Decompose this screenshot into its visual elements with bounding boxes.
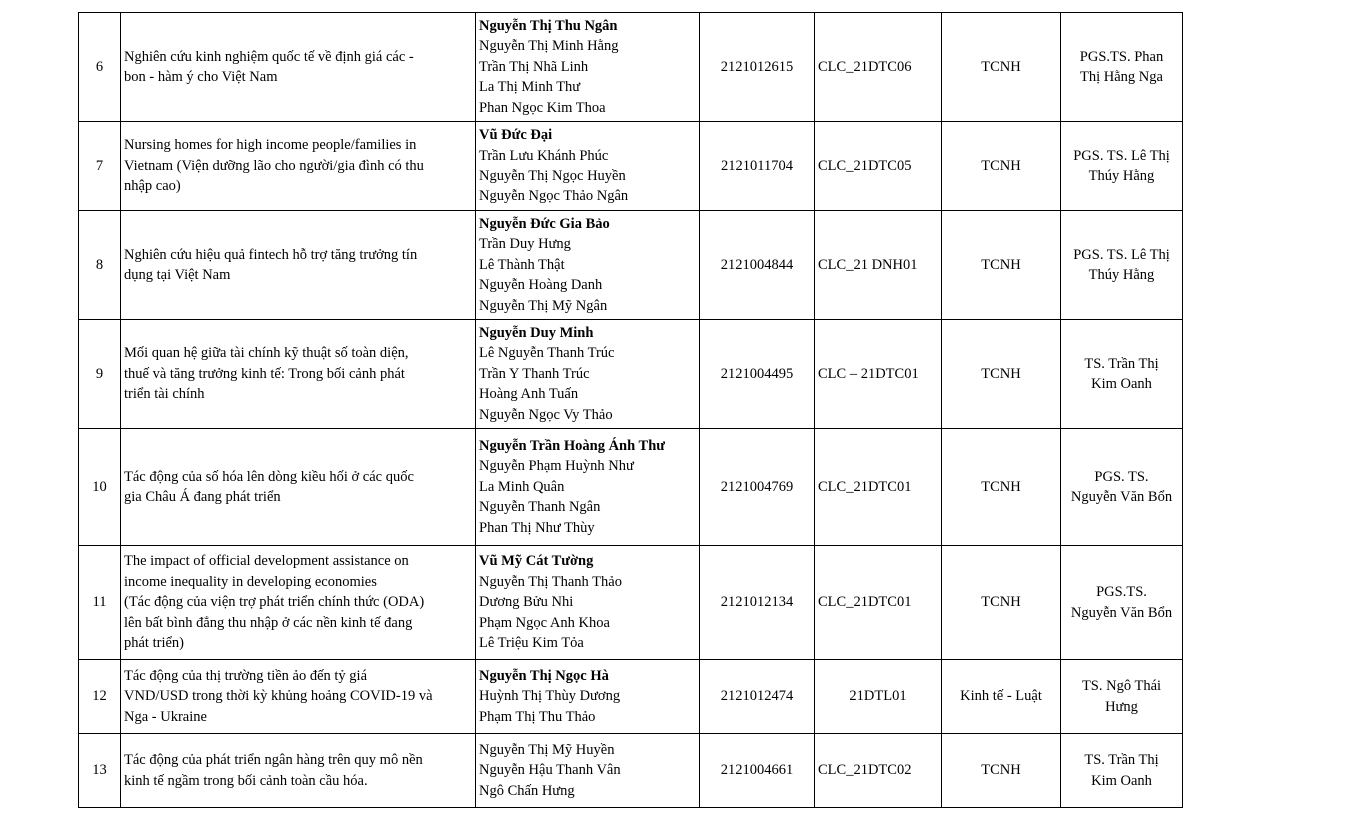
class-code: CLC_21DTC05 <box>815 122 942 211</box>
class-code: CLC_21DTC01 <box>815 429 942 546</box>
team-member: Dương Bửu Nhi <box>479 594 574 611</box>
team-member: Nguyễn Thanh Ngân <box>479 499 601 516</box>
project-title <box>121 211 476 320</box>
student-id: 2121004844 <box>700 211 815 320</box>
team-member: Phạm Ngọc Anh Khoa <box>479 614 610 631</box>
title-line: Vietnam (Viện dưỡng lão cho người/gia đình có thu <box>124 157 424 174</box>
advisor-line: PGS. TS. Lê Thị <box>1073 246 1170 263</box>
row-number: 11 <box>79 546 121 660</box>
team-member: Nguyễn Thị Minh Hằng <box>479 38 619 55</box>
team-member: Huỳnh Thị Thùy Dương <box>479 688 621 705</box>
advisor-line: Thị Hằng Nga <box>1080 69 1163 85</box>
team-members <box>476 13 700 122</box>
table-body <box>79 13 1183 808</box>
faculty: TCNH <box>942 546 1061 660</box>
faculty: TCNH <box>942 211 1061 320</box>
table-row <box>79 122 1183 211</box>
project-title <box>121 429 476 546</box>
project-title <box>121 734 476 808</box>
title-line: Nghiên cứu hiệu quả fintech hỗ trợ tăng trưởng tín <box>124 246 418 263</box>
class-code: CLC_21DTC02 <box>815 734 942 808</box>
advisor-line: Kim Oanh <box>1091 772 1152 789</box>
title-line: Tác động của số hóa lên dòng kiều hối ở các quốc <box>124 468 414 485</box>
team-leader: Vũ Đức Đại <box>479 127 553 144</box>
project-title <box>121 122 476 211</box>
advisor <box>1061 320 1183 429</box>
class-code: CLC_21DTC01 <box>815 546 942 660</box>
advisor-line: TS. Ngô Thái <box>1081 678 1162 695</box>
team-leader: Nguyễn Thị Thu Ngân <box>479 17 618 34</box>
team-member: Nguyễn Thị Mỹ Ngân <box>479 297 608 314</box>
project-title <box>121 13 476 122</box>
advisor <box>1061 211 1183 320</box>
title-line: bon - hàm ý cho Việt Nam <box>124 69 278 85</box>
title-line: dụng tại Việt Nam <box>124 267 231 283</box>
table-row <box>79 734 1183 808</box>
title-line: thuế và tăng trưởng kinh tế: Trong bối cảnh phát <box>124 365 405 382</box>
title-line: Nga - Ukraine <box>124 708 207 725</box>
student-id: 2121012615 <box>700 13 815 122</box>
faculty: TCNH <box>942 13 1061 122</box>
advisor-line: TS. Trần Thị <box>1084 355 1159 372</box>
table-row <box>79 13 1183 122</box>
advisor <box>1061 660 1183 734</box>
advisor-line: Nguyễn Văn Bổn <box>1070 489 1173 505</box>
team-member: La Minh Quân <box>479 478 565 495</box>
team-member: Nguyễn Thị Mỹ Huyền <box>479 741 615 758</box>
team-member: Lê Triệu Kim Tỏa <box>479 635 584 652</box>
team-members <box>476 211 700 320</box>
team-member: Nguyễn Hoàng Danh <box>479 277 603 294</box>
title-line: (Tác động của viện trợ phát triển chính thức (ODA) <box>124 594 425 611</box>
project-title <box>121 320 476 429</box>
team-member: Nguyễn Hậu Thanh Vân <box>479 762 621 779</box>
advisor <box>1061 546 1183 660</box>
row-number: 12 <box>79 660 121 734</box>
row-number: 7 <box>79 122 121 211</box>
team-member: Phan Thị Như Thùy <box>479 519 595 536</box>
student-id: 2121004495 <box>700 320 815 429</box>
advisor-line: Nguyễn Văn Bổn <box>1070 604 1173 621</box>
team-members <box>476 734 700 808</box>
student-id: 2121012474 <box>700 660 815 734</box>
team-member: Phan Ngọc Kim Thoa <box>479 99 606 116</box>
title-line: VND/USD trong thời kỳ khủng hoảng COVID-19 và <box>124 688 433 705</box>
title-line: nhập cao) <box>124 178 181 195</box>
team-leader: Nguyễn Thị Ngọc Hà <box>479 667 609 684</box>
table-row <box>79 660 1183 734</box>
class-code: CLC – 21DTC01 <box>815 320 942 429</box>
row-number: 8 <box>79 211 121 320</box>
team-member: Lê Nguyễn Thanh Trúc <box>479 345 615 362</box>
advisor-line: TS. Trần Thị <box>1084 752 1159 769</box>
team-leader: Vũ Mỹ Cát Tường <box>479 553 594 570</box>
team-member: Trần Thị Nhã Linh <box>479 58 589 75</box>
team-members <box>476 546 700 660</box>
team-member: Trần Lưu Khánh Phúc <box>479 147 609 164</box>
team-member: Nguyễn Ngọc Thảo Ngân <box>479 188 629 205</box>
title-line: income inequality in developing economies <box>124 573 377 590</box>
team-member: Nguyễn Ngọc Vy Thảo <box>479 406 613 423</box>
student-id: 2121004769 <box>700 429 815 546</box>
title-line: gia Châu Á đang phát triển <box>124 489 281 505</box>
research-projects-table <box>78 12 1183 808</box>
title-line: Tác động của thị trường tiền ảo đến tỷ giá <box>124 667 368 684</box>
row-number: 10 <box>79 429 121 546</box>
advisor-line: PGS.TS. <box>1096 584 1147 601</box>
team-member: Nguyễn Thị Thanh Thảo <box>479 573 622 590</box>
team-leader: Nguyễn Duy Minh <box>479 324 594 341</box>
team-member: Nguyễn Phạm Huỳnh Như <box>479 458 634 475</box>
faculty: TCNH <box>942 320 1061 429</box>
team-members <box>476 122 700 211</box>
advisor <box>1061 734 1183 808</box>
title-line: phát triển) <box>124 635 184 652</box>
class-code: CLC_21DTC06 <box>815 13 942 122</box>
title-line: kinh tế ngầm trong bối cảnh toàn cầu hóa. <box>124 772 368 789</box>
team-leader: Nguyễn Trần Hoàng Ánh Thư <box>479 437 665 454</box>
team-members <box>476 429 700 546</box>
faculty: TCNH <box>942 734 1061 808</box>
project-title <box>121 546 476 660</box>
class-code: 21DTL01 <box>815 660 942 734</box>
team-member: Ngô Chấn Hưng <box>479 782 575 799</box>
team-member: Trần Duy Hưng <box>479 236 571 253</box>
advisor-line: PGS.TS. Phan <box>1079 48 1164 65</box>
table-row <box>79 211 1183 320</box>
advisor <box>1061 13 1183 122</box>
title-line: Nursing homes for high income people/families in <box>124 137 417 154</box>
advisor-line: PGS. TS. Lê Thị <box>1073 147 1170 164</box>
title-line: Nghiên cứu kinh nghiệm quốc tế về định giá các - <box>124 48 414 65</box>
class-code: CLC_21 DNH01 <box>815 211 942 320</box>
team-member: Hoàng Anh Tuấn <box>479 386 579 403</box>
team-members <box>476 320 700 429</box>
table-row <box>79 320 1183 429</box>
table-row <box>79 546 1183 660</box>
advisor-line: Kim Oanh <box>1091 376 1152 392</box>
faculty: TCNH <box>942 122 1061 211</box>
title-line: Tác động của phát triển ngân hàng trên quy mô nền <box>124 752 423 769</box>
faculty: TCNH <box>942 429 1061 546</box>
row-number: 6 <box>79 13 121 122</box>
team-member: Nguyễn Thị Ngọc Huyền <box>479 168 626 184</box>
student-id: 2121011704 <box>700 122 815 211</box>
faculty: Kinh tế - Luật <box>942 660 1061 734</box>
title-line: Mối quan hệ giữa tài chính kỹ thuật số toàn diện, <box>124 345 409 362</box>
student-id: 2121004661 <box>700 734 815 808</box>
advisor <box>1061 122 1183 211</box>
advisor-line: PGS. TS. <box>1094 468 1149 485</box>
team-member: Trần Y Thanh Trúc <box>479 365 590 382</box>
title-line: lên bất bình đẳng thu nhập ở các nền kinh tế đang <box>124 614 413 631</box>
advisor-line: Thúy Hằng <box>1088 267 1155 283</box>
row-number: 9 <box>79 320 121 429</box>
advisor-line: Thúy Hằng <box>1088 168 1155 184</box>
row-number: 13 <box>79 734 121 808</box>
team-members <box>476 660 700 734</box>
team-member: La Thị Minh Thư <box>479 79 581 96</box>
team-leader: Nguyễn Đức Gia Bảo <box>479 215 610 232</box>
student-id: 2121012134 <box>700 546 815 660</box>
title-line: triển tài chính <box>124 386 205 403</box>
title-line: The impact of official development assistance on <box>124 553 409 570</box>
advisor <box>1061 429 1183 546</box>
team-member: Lê Thành Thật <box>479 256 565 273</box>
advisor-line: Hưng <box>1105 698 1138 715</box>
project-title <box>121 660 476 734</box>
table-row <box>79 429 1183 546</box>
team-member: Phạm Thị Thu Thảo <box>479 708 596 725</box>
